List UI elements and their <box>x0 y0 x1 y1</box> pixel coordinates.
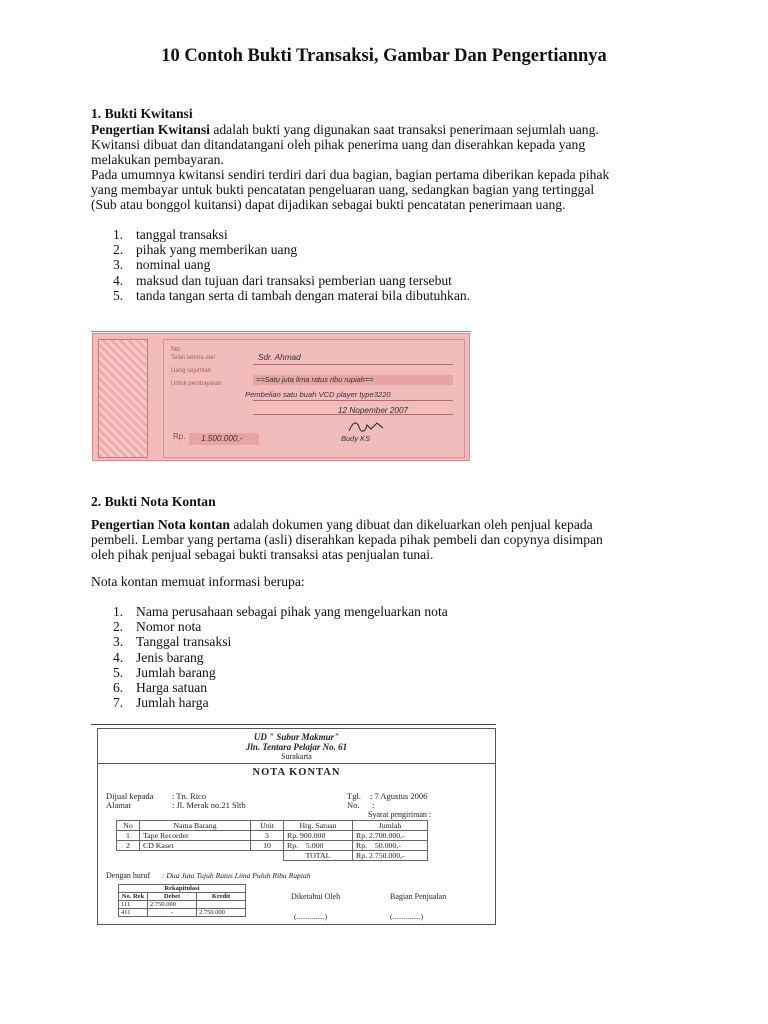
rekap-title: Rekapitulasi <box>119 885 246 893</box>
list-item <box>91 288 470 303</box>
list-item <box>91 242 470 257</box>
nota-tgl-label: Tgl. <box>347 791 361 801</box>
section-heading-kwitansi: 1. Bukti Kwitansi <box>91 106 193 121</box>
list-number: 2. <box>113 242 124 258</box>
table-cell: Rp. 2.700.000,- <box>353 831 428 841</box>
list-text: Harga satuan <box>136 680 208 696</box>
nota-no-label: No. <box>347 800 360 810</box>
table-total-label: TOTAL <box>284 851 353 861</box>
nota-diketahui: Diketahui Oleh <box>291 892 341 901</box>
nota-separator <box>98 763 495 764</box>
rekap-cell: - <box>148 909 197 917</box>
list-number: 2. <box>113 619 124 635</box>
nota-no-value: : <box>372 800 375 810</box>
nota-sign-1: (...............) <box>294 912 328 921</box>
table-row <box>117 831 428 841</box>
term-nota: Pengertian Nota kontan <box>91 517 230 532</box>
nota-doc-title: NOTA KONTAN <box>252 767 341 778</box>
nota-dijual-label: Dijual kepada <box>106 791 154 801</box>
kwitansi-label-rp: Rp. <box>173 432 186 441</box>
rekap-header: Kredit <box>197 893 246 901</box>
nota-list <box>91 604 448 710</box>
nota-tgl-value: : 7 Agustus 2006 <box>370 791 428 801</box>
rekap-cell: 411 <box>119 909 148 917</box>
table-header: Hrg. Satuan <box>284 821 353 831</box>
nota-kontan-image <box>97 728 496 925</box>
kwitansi-label-untuk: Untuk pembayaran <box>171 381 222 387</box>
list-text: Jumlah harga <box>136 695 209 711</box>
list-item <box>91 619 448 634</box>
nota-bagian: Bagian Penjualan <box>390 892 447 901</box>
kwitansi-line <box>253 400 453 401</box>
image-top-rule <box>91 331 471 332</box>
table-header: Jumlah <box>353 821 428 831</box>
kwitansi-terbilang: ==Satu juta lima ratus ribu rupiah== <box>256 375 374 384</box>
table-header-row <box>117 821 428 831</box>
table-cell: Rp. 50.000,- <box>353 841 428 851</box>
table-total-row <box>117 851 428 861</box>
kwitansi-line <box>253 364 453 365</box>
rekap-header: No. Rek <box>119 893 148 901</box>
list-item <box>91 665 448 680</box>
term-kwitansi: Pengertian Kwitansi <box>91 122 210 137</box>
list-text: maksud dan tujuan dari transaksi pemberian uang tersebut <box>136 272 452 288</box>
kwitansi-tanggal: 12 Nopember 2007 <box>338 406 409 415</box>
page-title: 10 Contoh Bukti Transaksi, Gambar Dan Pengertiannya <box>161 46 607 66</box>
list-item <box>91 604 448 619</box>
table-header: Nama Barang <box>140 821 251 831</box>
table-cell: 10 <box>251 841 284 851</box>
list-text: tanggal transaksi <box>136 227 228 242</box>
rekap-header-row <box>119 893 246 901</box>
list-text: Nomor nota <box>136 619 202 635</box>
nota-items-table <box>116 820 428 861</box>
list-item <box>91 634 448 649</box>
signature-icon <box>343 419 403 435</box>
list-item <box>91 680 448 695</box>
paragraph-line <box>91 517 691 533</box>
paragraph-line: (Sub atau bonggol kuitansi) dapat dijadikan sebagai bukti pencatatan penerimaan uang. <box>91 197 566 212</box>
table-cell <box>117 851 140 861</box>
paragraph-text: adalah bukti yang digunakan saat transaksi penerimaan sejumlah uang. <box>209 122 599 137</box>
table-cell: CD Kaset <box>140 841 251 851</box>
nota-huruf-value: : Dua Juta Tujuh Ratus Lima Puluh Ribu Rupiah <box>162 871 311 880</box>
list-item <box>91 695 448 710</box>
list-number: 4. <box>113 649 124 665</box>
kwitansi-label-uang: Uang sejumlah <box>171 368 212 374</box>
list-number: 5. <box>113 664 124 680</box>
paragraph-line: Pada umumnya kwitansi sendiri terdiri dari dua bagian, bagian pertama diberikan kepada pihak <box>91 167 610 182</box>
table-cell: 1 <box>117 831 140 841</box>
list-number: 1. <box>113 604 124 619</box>
rekap-table <box>118 884 246 917</box>
list-number: 3. <box>113 634 124 650</box>
nota-city: Surakarta <box>281 752 312 761</box>
nota-sign-2: (...............) <box>390 912 424 921</box>
table-total-value: Rp. 2.750.000,- <box>353 851 428 861</box>
list-text: tanda tangan serta di tambah dengan materai bila dibutuhkan. <box>136 287 471 303</box>
table-header: No <box>117 821 140 831</box>
list-number: 4. <box>113 272 124 288</box>
rekap-row <box>119 909 246 917</box>
table-cell <box>140 851 251 861</box>
list-item <box>91 227 470 242</box>
rekap-row <box>119 901 246 909</box>
rekap-cell: 2.750.000 <box>197 909 246 917</box>
kwitansi-penerima: Budy KS <box>341 434 371 443</box>
paragraph-line: pembeli. Lembar yang pertama (asli) diserahkan kepada pihak pembeli dan copynya disimpan <box>91 532 603 547</box>
section-heading-nota: 2. Bukti Nota Kontan <box>91 494 216 509</box>
table-cell: Tape Recorder <box>140 831 251 841</box>
table-header: Unit <box>251 821 284 831</box>
list-number: 6. <box>113 680 124 696</box>
table-cell <box>251 851 284 861</box>
list-item <box>91 257 470 272</box>
rekap-cell: 111 <box>119 901 148 909</box>
rekap-title-row <box>119 885 246 893</box>
rekap-cell: 2.750.000 <box>148 901 197 909</box>
kwitansi-jumlah: 1.500.000,- <box>201 434 243 443</box>
list-item <box>91 273 470 288</box>
table-cell: Rp. 900.000 <box>284 831 353 841</box>
nota-syarat: Syarat pengiriman : <box>368 810 432 819</box>
list-number: 1. <box>113 227 124 242</box>
rekap-cell <box>197 901 246 909</box>
paragraph-line: melakukan pembayaran. <box>91 152 224 167</box>
table-row <box>117 841 428 851</box>
paragraph-text: adalah dokumen yang dibuat dan dikeluarkan oleh penjual kepada <box>229 517 593 532</box>
list-number: 3. <box>113 257 124 273</box>
list-text: Jenis barang <box>136 649 204 665</box>
paragraph-line: oleh pihak penjual sebagai bukti transaksi atas penjualan tunai. <box>91 547 434 562</box>
kwitansi-label-no: No. <box>171 346 182 353</box>
kwitansi-stub <box>98 339 148 458</box>
kwitansi-image <box>92 333 470 461</box>
list-text: Tanggal transaksi <box>136 634 232 650</box>
list-text: Nama perusahaan sebagai pihak yang mengeluarkan nota <box>136 604 448 619</box>
list-number: 5. <box>113 287 124 303</box>
nota-huruf-label: Dengan huruf <box>106 871 151 880</box>
kwitansi-untuk: Pembelian satu buah VCD player type3220 <box>245 390 391 399</box>
table-cell: 2 <box>117 841 140 851</box>
image-top-rule <box>91 724 496 725</box>
list-text: Jumlah barang <box>136 664 216 680</box>
table-cell: Rp. 5.000 <box>284 841 353 851</box>
paragraph-line: Kwitansi dibuat dan ditandatangani oleh pihak penerima uang dan diserahkan kepada yang <box>91 137 586 152</box>
nota-alamat-value: : Jl. Merak no.21 Sltb <box>172 800 246 810</box>
list-number: 7. <box>113 695 124 711</box>
paragraph-line <box>91 122 691 138</box>
table-cell: 3 <box>251 831 284 841</box>
paragraph-line: Nota kontan memuat informasi berupa: <box>91 574 305 589</box>
kwitansi-list <box>91 227 470 303</box>
list-text: nominal uang <box>136 257 211 273</box>
kwitansi-label-terima: Telah terima dari <box>171 355 216 361</box>
nota-dijual-value: : Tn. Rico <box>172 791 207 801</box>
nota-alamat-label: Alamat <box>106 800 132 810</box>
list-text: pihak yang memberikan uang <box>136 242 298 258</box>
rekap-header: Debet <box>148 893 197 901</box>
nota-address: Jln. Tentara Pelajar No. 61 <box>245 742 348 752</box>
list-item <box>91 650 448 665</box>
nota-company: UD " Subur Makmur" <box>253 732 340 742</box>
kwitansi-dari: Sdr. Ahmad <box>258 353 301 362</box>
paragraph-line: yang membayar untuk bukti pencatatan pengeluaran uang, sedangkan bagian yang tertinggal <box>91 182 595 197</box>
